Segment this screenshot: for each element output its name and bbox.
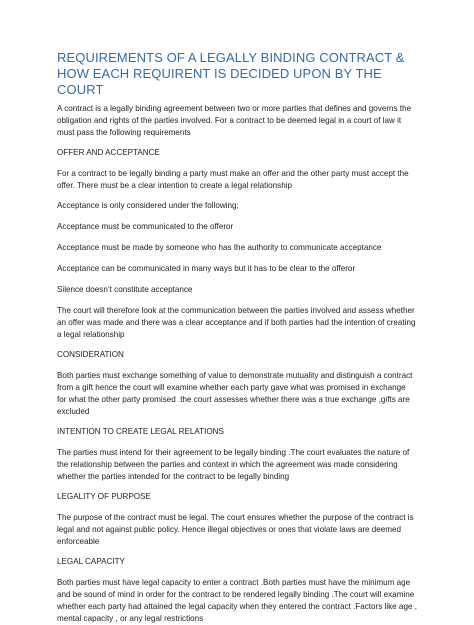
section-heading-consideration: CONSIDERATION bbox=[57, 350, 124, 359]
section-heading-legality: LEGALITY OF PURPOSE bbox=[57, 492, 151, 501]
capacity-paragraph: Both parties must have legal capacity to enter a contract .Both parties must have the minimum age and be sound of mind in order for the contract to be rendered legally binding .The court will examine whether each party had attained the legal capacity when they entered the contract .Factors like age , mental capacity , or any legal restrictions bbox=[57, 578, 417, 623]
acceptance-condition-3: Acceptance can be communicated in many ways but it has to be clear to the offeror bbox=[57, 264, 356, 273]
offer-paragraph: For a contract to be legally binding a party must make an offer and the other party must accept the offer. There must be a clear intention to create a legal relationship bbox=[57, 169, 409, 190]
acceptance-condition-1: Acceptance must be communicated to the offeror bbox=[57, 222, 234, 231]
section-heading-capacity: LEGAL CAPACITY bbox=[57, 557, 125, 566]
acceptance-condition-2: Acceptance must be made by someone who has the authority to communicate acceptance bbox=[57, 243, 382, 252]
intro-paragraph: A contract is a legally binding agreement between two or more parties that defines and governs the obligation and rights of the parties involved. For a contract to be deemed legal in a court of law it must pass the following requirements bbox=[57, 104, 412, 137]
document-title: REQUIREMENTS OF A LEGALLY BINDING CONTRACT & HOW EACH REQUIRENT IS DECIDED UPON BY THE COURT bbox=[57, 50, 405, 97]
consideration-paragraph: Both parties must exchange something of value to demonstrate mutuality and distinguish a contract from a gift hence the court will examine whether each party gave what was promised in exchange for what the other party promised .the court assesses whether there was a true exchange ,gifts are excluded bbox=[57, 371, 413, 416]
intention-paragraph: The parties must intend for their agreement to be legally binding .The court evaluates the nature of the relationship between the parties and context in which the agreement was made considering whether the parties intended for the contract to be legally binding bbox=[57, 448, 410, 481]
acceptance-conditions-intro: Acceptance is only considered under the following; bbox=[57, 201, 239, 210]
offer-court-paragraph: The court will therefore look at the communication between the parties involved and assess whether an offer was made and there was a clear acceptance and if both parties had the intention of creating a legal relationship bbox=[57, 306, 416, 339]
acceptance-condition-4: Silence doesn’t constitute acceptance bbox=[57, 285, 193, 294]
section-heading-intention: INTENTION TO CREATE LEGAL RELATIONS bbox=[57, 427, 224, 436]
legality-paragraph: The purpose of the contract must be legal. The court ensures whether the purpose of the contract is legal and not against public policy. Hence illegal objectives or ones that violate laws are deemed enforceable bbox=[57, 513, 414, 546]
section-heading-offer-acceptance: OFFER AND ACCEPTANCE bbox=[57, 148, 160, 157]
